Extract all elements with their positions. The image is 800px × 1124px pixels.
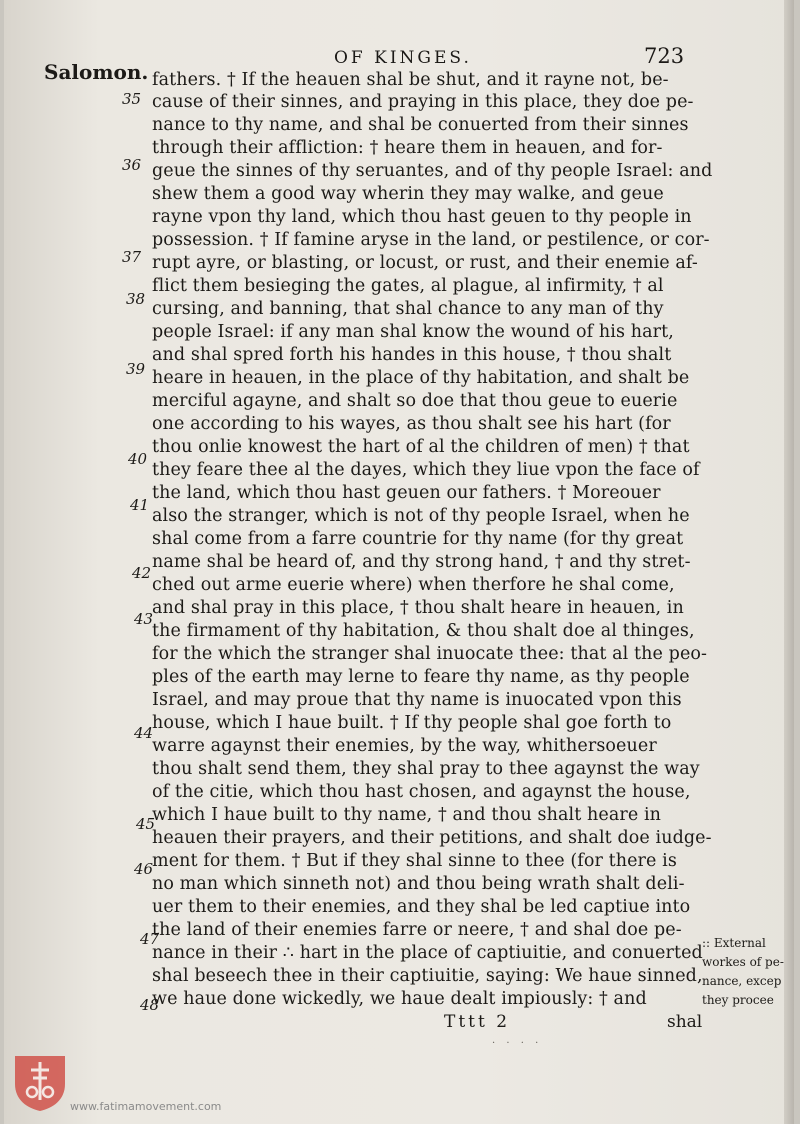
text-line: thou onlie knowest the hart of al the children of men) † that [152, 437, 690, 457]
signature-mark: Tttt 2 [444, 1012, 511, 1032]
text-line: heare in heauen, in the place of thy habitation, and shalt be [152, 368, 690, 388]
margin-note-line: they procee [702, 993, 774, 1007]
text-line: one according to his wayes, as thou shalt see his hart (for [152, 414, 671, 434]
text-line: flict them besieging the gates, al plague, al infirmity, † al [152, 276, 664, 296]
margin-note-line: :: External [702, 936, 766, 950]
text-line: through their affliction: † heare them in heauen, and for- [152, 138, 663, 158]
text-line: thou shalt send them, they shal pray to thee agaynst the way [152, 759, 700, 779]
text-line: nance in their ∴ hart in the place of captiuitie, and conuerted [152, 943, 703, 963]
text-line: shal come from a farre countrie for thy name (for thy great [152, 529, 684, 549]
text-line: and shal spred forth his handes in this house, † thou shalt [152, 345, 672, 365]
verse-number: 42 [132, 564, 152, 582]
page-number: 723 [644, 44, 685, 68]
margin-note-line: workes of pe- [702, 955, 784, 969]
text-line: nance to thy name, and shal be conuerted from their sinnes [152, 115, 689, 135]
text-line: ples of the earth may lerne to feare thy name, as thy people [152, 667, 690, 687]
verse-number: 39 [126, 360, 146, 378]
text-line: they feare thee al the dayes, which they liue vpon the face of [152, 460, 700, 480]
text-line: and shal pray in this place, † thou shalt heare in heauen, in [152, 598, 684, 618]
text-line: cause of their sinnes, and praying in this place, they doe pe- [152, 92, 694, 112]
verse-number: 40 [128, 450, 148, 468]
verse-number: 35 [122, 90, 142, 108]
text-line: no man which sinneth not) and thou being wrath shalt deli- [152, 874, 685, 894]
verse-number: 37 [122, 248, 142, 266]
text-line: of the citie, which thou hast chosen, and agaynst the house, [152, 782, 691, 802]
side-heading: Salomon. [44, 60, 149, 84]
verse-number: 46 [134, 860, 154, 878]
text-line: Israel, and may proue that thy name is inuocated vpon this [152, 690, 682, 710]
text-line: rupt ayre, or blasting, or locust, or rust, and their enemie af- [152, 253, 698, 273]
text-line: the land of their enemies farre or neere, † and shal doe pe- [152, 920, 682, 940]
margin-note-line: nance, excep [702, 974, 782, 988]
watermark-url[interactable]: www.fatimamovement.com [70, 1100, 222, 1113]
text-line: ched out arme euerie where) when therfore he shal come, [152, 575, 675, 595]
text-line: we haue done wickedly, we haue dealt impiously: † and [152, 989, 647, 1009]
verse-number: 47 [140, 930, 160, 948]
text-line: uer them to their enemies, and they shal be led captiue into [152, 897, 691, 917]
catchword: shal [667, 1012, 703, 1032]
text-line: shal beseech thee in their captiuitie, saying: We haue sinned, [152, 966, 703, 986]
margin-note [702, 934, 800, 1010]
text-line: ment for them. † But if they shal sinne to thee (for there is [152, 851, 677, 871]
running-title: OF KINGES. [334, 48, 472, 68]
text-line: possession. † If famine aryse in the land, or pestilence, or cor- [152, 230, 710, 250]
text-line: which I haue built to thy name, † and thou shalt heare in [152, 805, 662, 825]
text-line: fathers. † If the heauen shal be shut, and it rayne not, be- [152, 70, 669, 90]
bleed-through-marks: · · · · [492, 1038, 543, 1049]
fatima-logo-icon [13, 1054, 67, 1112]
text-line: name shal be heard of, and thy strong hand, † and thy stret- [152, 552, 691, 572]
text-line: the firmament of thy habitation, & thou shalt doe al thinges, [152, 621, 695, 641]
text-line: the land, which thou hast geuen our fathers. † Moreouer [152, 483, 661, 503]
text-line: shew them a good way wherin they may walke, and geue [152, 184, 664, 204]
text-line: merciful agayne, and shalt so doe that thou geue to euerie [152, 391, 678, 411]
verse-number: 38 [126, 290, 146, 308]
verse-number: 45 [136, 815, 156, 833]
text-line: cursing, and banning, that shal chance to any man of thy [152, 299, 664, 319]
text-line: also the stranger, which is not of thy people Israel, when he [152, 506, 690, 526]
text-line: rayne vpon thy land, which thou hast geuen to thy people in [152, 207, 692, 227]
book-page [4, 0, 794, 1124]
verse-number: 36 [122, 156, 142, 174]
text-line: geue the sinnes of thy seruantes, and of thy people Israel: and [152, 161, 713, 181]
verse-number: 41 [130, 496, 150, 514]
verse-number: 44 [134, 724, 154, 742]
text-line: heauen their prayers, and their petitions, and shalt doe iudge- [152, 828, 712, 848]
text-line: house, which I haue built. † If thy people shal goe forth to [152, 713, 672, 733]
text-line: people Israel: if any man shal know the wound of his hart, [152, 322, 674, 342]
verse-number: 43 [134, 610, 154, 628]
text-line: for the which the stranger shal inuocate thee: that al the peo- [152, 644, 708, 664]
text-line: warre agaynst their enemies, by the way, whithersoeuer [152, 736, 657, 756]
verse-number: 48 [140, 996, 160, 1014]
